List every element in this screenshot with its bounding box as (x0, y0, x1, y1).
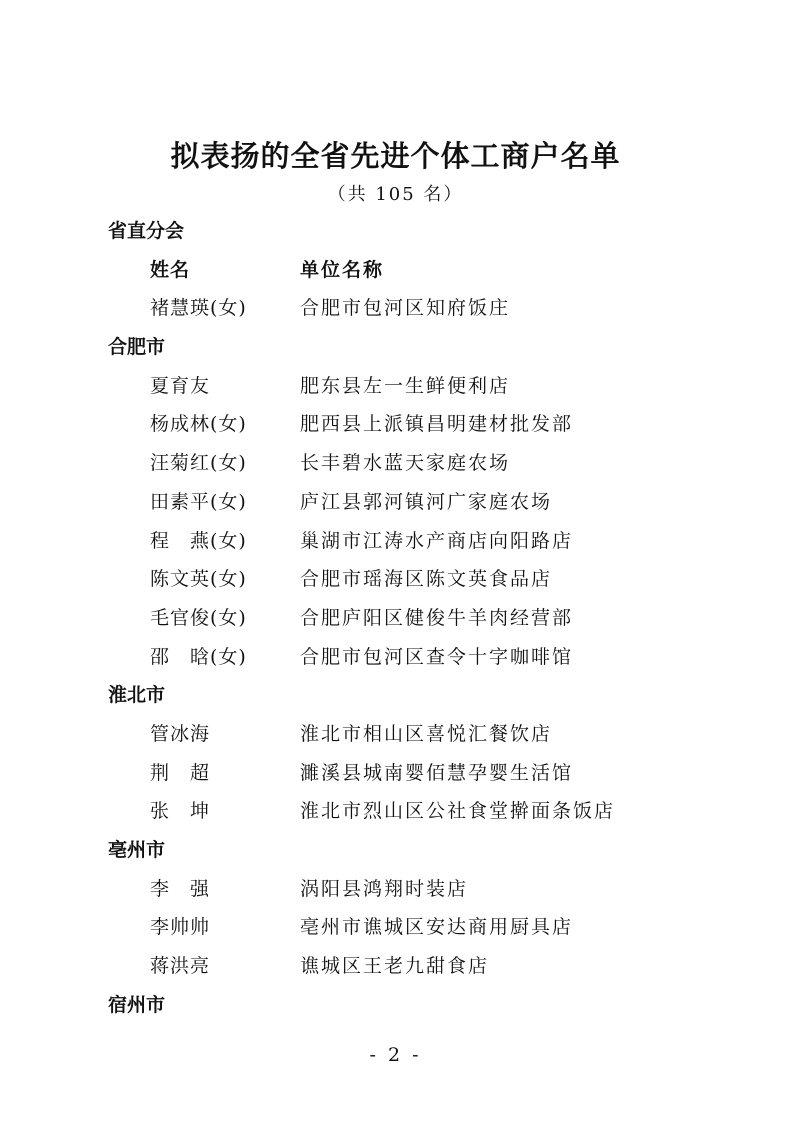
unit-name: 亳州市谯城区安达商用厨具店 (300, 916, 574, 939)
section-title-text: 淮北市 (108, 684, 166, 707)
document-title: 拟表扬的全省先进个体工商户名单 (170, 139, 621, 173)
section-title (0, 328, 791, 367)
unit-name: 合肥市包河区查令十字咖啡馆 (300, 645, 574, 668)
person-name: 李帅帅 (150, 916, 211, 939)
unit-name: 长丰碧水蓝天家庭农场 (300, 452, 511, 475)
unit-name: 肥东县左一生鲜便利店 (300, 374, 511, 397)
person-name: 汪菊红(女) (150, 452, 247, 475)
section-title (0, 676, 791, 715)
unit-name: 谯城区王老九甜食店 (300, 955, 490, 978)
list-item (0, 522, 791, 561)
header-unit: 单位名称 (300, 258, 385, 281)
list-item (0, 483, 791, 522)
person-name: 褚慧瑛(女) (150, 297, 247, 320)
list-item (0, 289, 791, 328)
unit-name: 合肥庐阳区健俊牛羊肉经营部 (300, 606, 574, 629)
unit-name: 巢湖市江涛水产商店向阳路店 (300, 529, 574, 552)
list-item (0, 870, 791, 909)
section-title (0, 212, 791, 251)
person-name: 管冰海 (150, 722, 211, 745)
unit-name: 庐江县郭河镇河广家庭农场 (300, 490, 553, 513)
person-name: 邵 晗(女) (150, 645, 247, 668)
person-name: 蒋洪亮 (150, 955, 211, 978)
person-name: 杨成林(女) (150, 413, 247, 436)
person-name: 荆 超 (150, 761, 211, 784)
list-item (0, 444, 791, 483)
unit-name: 合肥市瑶海区陈文英食品店 (300, 568, 553, 591)
section-title (0, 986, 791, 1025)
person-name: 李 强 (150, 877, 211, 900)
section-title-text: 宿州市 (108, 993, 166, 1016)
header-name: 姓名 (150, 258, 191, 281)
document-subtitle: （共 105 名） (327, 184, 464, 205)
section-title-text: 亳州市 (108, 839, 166, 861)
section-title (0, 831, 791, 870)
list-item (0, 715, 791, 754)
list-item (0, 908, 791, 947)
column-header (0, 251, 791, 290)
list-item (0, 367, 791, 406)
list-item (0, 405, 791, 444)
list-item (0, 599, 791, 638)
person-name: 毛官俊(女) (150, 606, 247, 629)
person-name: 陈文英(女) (150, 568, 247, 591)
list-item (0, 792, 791, 831)
section-title-text: 合肥市 (108, 336, 166, 359)
unit-name: 濉溪县城南婴佰慧孕婴生活馆 (300, 761, 574, 784)
list-item (0, 947, 791, 986)
person-name: 夏育友 (150, 374, 211, 397)
list-item (0, 754, 791, 793)
unit-name: 肥西县上派镇昌明建材批发部 (300, 413, 574, 436)
person-name: 程 燕(女) (150, 529, 247, 552)
unit-name: 涡阳县鸿翔时装店 (300, 877, 469, 900)
unit-name: 淮北市烈山区公社食堂擀面条饭店 (300, 800, 616, 823)
section-title-text: 省直分会 (108, 220, 185, 242)
page-number: - 2 - (369, 1044, 422, 1066)
unit-name: 合肥市包河区知府饭庄 (300, 297, 511, 320)
roster-list (0, 212, 791, 1024)
person-name: 张 坤 (150, 800, 211, 823)
list-item (0, 560, 791, 599)
person-name: 田素平(女) (150, 490, 247, 513)
unit-name: 淮北市相山区喜悦汇餐饮店 (300, 722, 553, 745)
list-item (0, 638, 791, 677)
